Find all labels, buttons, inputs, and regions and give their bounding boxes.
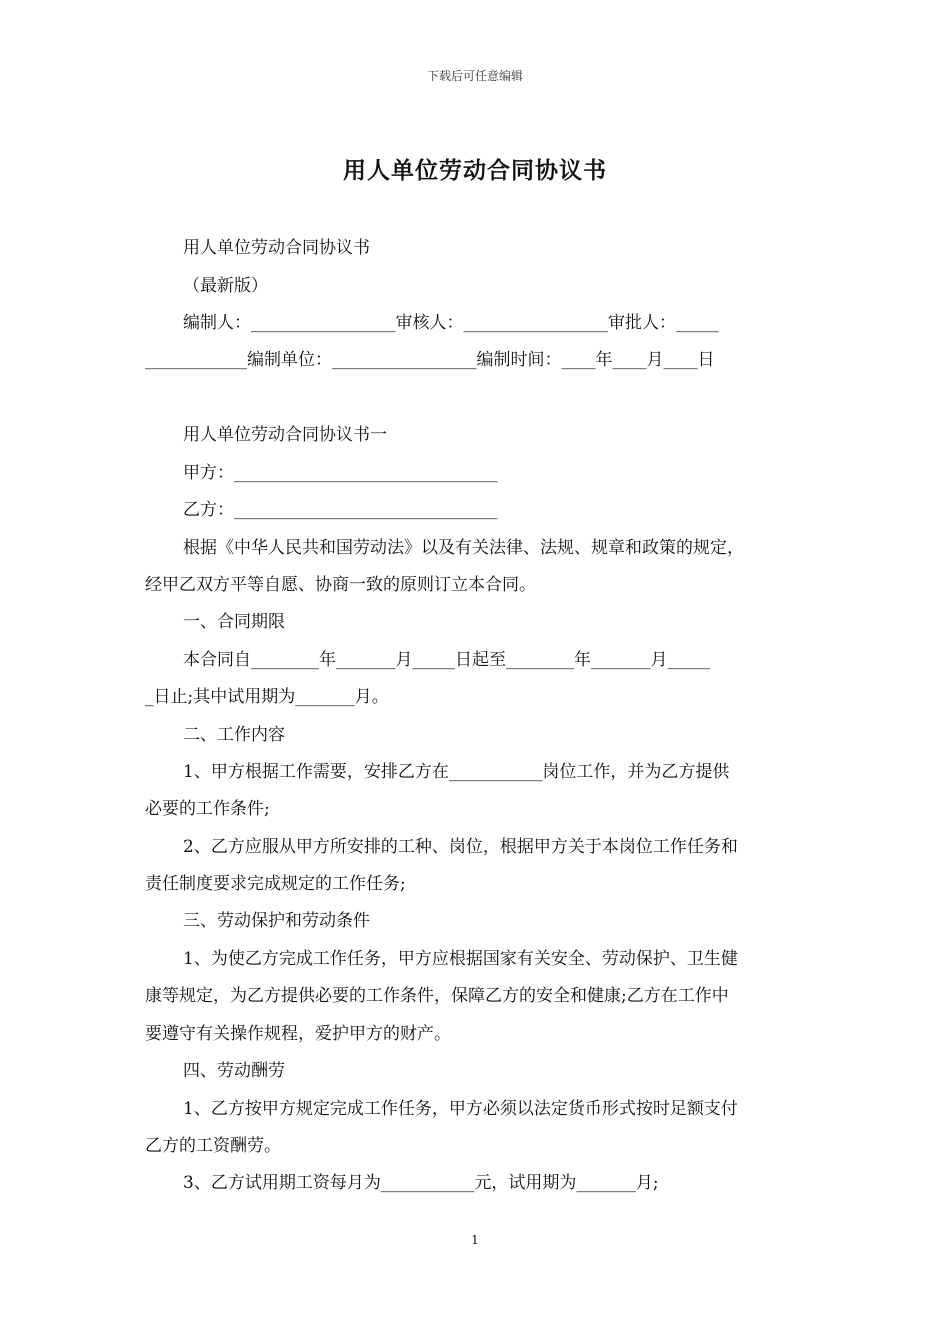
pay-clause-1-line-1: 1、乙方按甲方规定完成工作任务，甲方必须以法定货币形式按时足额支付: [183, 1099, 738, 1119]
page-number: 1: [471, 1233, 479, 1247]
signoff-line-1: 编制人：_________________审核人：_________________审批人：_____: [183, 313, 719, 333]
party-a-line: 甲方：_______________________________: [183, 463, 498, 483]
header-note: 下载后可任意编辑: [426, 69, 523, 83]
protection-line-3: 要遵守有关操作规程，爱护甲方的财产。: [145, 1024, 451, 1044]
heading-labor-protection: 三、劳动保护和劳动条件: [183, 911, 370, 931]
protection-line-1: 1、为使乙方完成工作任务，甲方应根据国家有关安全、劳动保护、卫生健: [183, 949, 738, 969]
preamble-line-1: 根据《中华人民共和国劳动法》以及有关法律、法规、规章和政策的规定，: [183, 538, 744, 558]
work-clause-1-line-1: 1、甲方根据工作需要，安排乙方在___________岗位工作，并为乙方提供: [183, 762, 730, 782]
party-b-line: 乙方：_______________________________: [183, 500, 498, 520]
protection-line-2: 康等规定，为乙方提供必要的工作条件，保障乙方的安全和健康;乙方在工作中: [145, 986, 729, 1006]
heading-work-content: 二、工作内容: [183, 725, 285, 745]
work-clause-2-line-1: 2、乙方应服从甲方所安排的工种、岗位，根据甲方关于本岗位工作任务和: [183, 837, 738, 857]
heading-contract-term: 一、合同期限: [183, 612, 285, 632]
subtitle-line: 用人单位劳动合同协议书: [183, 238, 370, 258]
version-line: （最新版）: [183, 276, 268, 296]
document-title: 用人单位劳动合同协议书: [343, 157, 607, 184]
work-clause-1-line-2: 必要的工作条件;: [145, 799, 270, 819]
pay-clause-1-line-2: 乙方的工资酬劳。: [145, 1136, 281, 1156]
pay-clause-3-line-1: 3、乙方试用期工资每月为___________元，试用期为_______月;: [183, 1173, 659, 1193]
term-line-1: 本合同自________年_______月_____日起至________年_______月_____: [183, 650, 710, 670]
work-clause-2-line-2: 责任制度要求完成规定的工作任务;: [145, 874, 406, 894]
term-line-2: _日止;其中试用期为_______月。: [145, 687, 389, 707]
section-title-line: 用人单位劳动合同协议书一: [183, 425, 387, 445]
preamble-line-2: 经甲乙双方平等自愿、协商一致的原则订立本合同。: [145, 575, 536, 595]
heading-remuneration: 四、劳动酬劳: [183, 1061, 285, 1081]
signoff-line-2: ____________编制单位：_________________编制时间：____年____月____日: [145, 350, 715, 370]
